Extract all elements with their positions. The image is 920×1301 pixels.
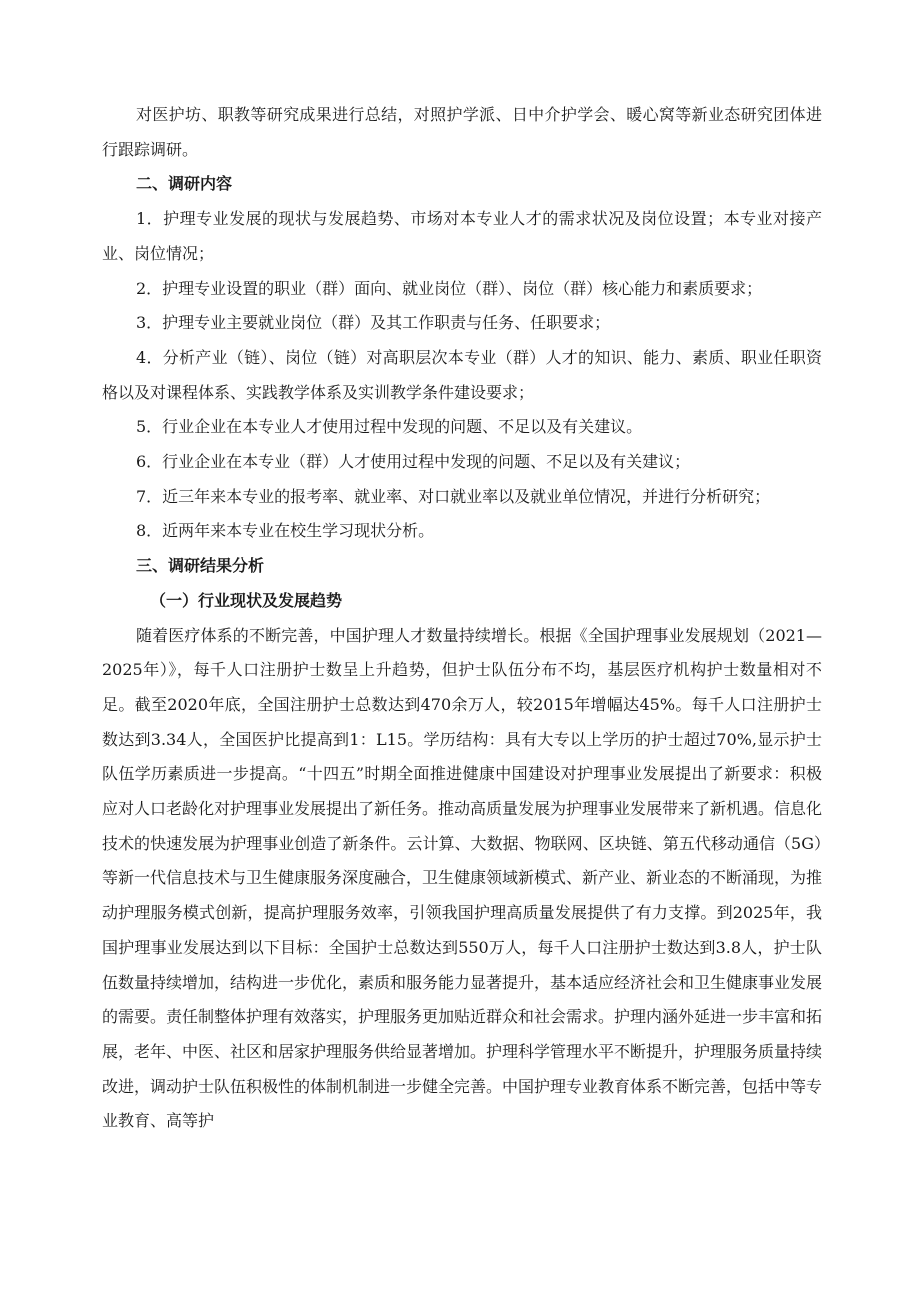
section-heading-research-content: 二、调研内容 xyxy=(136,174,233,194)
list-item-5: 5．行业企业在本专业人才使用过程中发现的问题、不足以及有关建议。 xyxy=(136,417,643,437)
list-item-6: 6．行业企业在本专业（群）人才使用过程中发现的问题、不足以及有关建议； xyxy=(136,452,691,472)
list-item-1: 1．护理专业发展的现状与发展趋势、市场对本专业人才的需求状况及岗位设置；本专业对接产业、岗位情况； xyxy=(102,209,822,263)
subsection-heading-industry-status: （一）行业现状及发展趋势 xyxy=(150,590,343,610)
list-item-7: 7．近三年来本专业的报考率、就业率、对口就业率以及就业单位情况，并进行分析研究； xyxy=(136,486,771,506)
list-item-8: 8．近两年来本专业在校生学习现状分析。 xyxy=(136,521,435,541)
intro-paragraph: 对医护坊、职教等研究成果进行总结，对照护学派、日中介护学会、暖心窝等新业态研究团体进行跟踪调研。 xyxy=(102,105,822,159)
section-heading-results-analysis: 三、调研结果分析 xyxy=(136,556,265,576)
body-paragraph: 随着医疗体系的不断完善，中国护理人才数量持续增长。根据《全国护理事业发展规划（2021—2025年）》，每千人口注册护士数呈上升趋势，但护士队伍分布不均，基层医疗机构护士数量相对不足。截至2020年底，全国注册护士总数达到470余万人，较2015年增幅达45%。每千人口注册护士数达到3.34人，全国医护比提高到1：L15。学历结构：具有大专以上学历的护士超过70%,显示护士队伍学历素质进一步提高。“十四五”时期全面推进健康中国建设对护理事业发展提出了新要求：积极应对人口老龄化对护理事业发展提出了新任务。推动高质量发展为护理事业发展带来了新机遇。信息化技术的快速发展为护理事业创造了新条件。云计算、大数据、物联网、区块链、第五代移动通信（5G）等新一代信息技术与卫生健康服务深度融合，卫生健康领域新模式、新产业、新业态的不断涌现，为推动护理服务模式创新，提高护理服务效率，引领我国护理高质量发展提供了有力支撑。到2025年，我国护理事业发展达到以下目标：全国护士总数达到550万人，每千人口注册护士数达到3.8人，护士队伍数量持续增加，结构进一步优化，素质和服务能力显著提升，基本适应经济社会和卫生健康事业发展的需要。责任制整体护理有效落实，护理服务更加贴近群众和社会需求。护理内涵外延进一步丰富和拓展，老年、中医、社区和居家护理服务供给显著增加。护理科学管理水平不断提升，护理服务质量持续改进，调动护士队伍积极性的体制机制进一步健全完善。中国护理专业教育体系不断完善，包括中等专业教育、高等护 xyxy=(102,625,823,1131)
list-item-2: 2．护理专业设置的职业（群）面向、就业岗位（群）、岗位（群）核心能力和素质要求； xyxy=(136,278,763,298)
list-item-3: 3．护理专业主要就业岗位（群）及其工作职责与任务、任职要求； xyxy=(136,313,611,333)
list-item-4: 4．分析产业（链）、岗位（链）对高职层次本专业（群）人才的知识、能力、素质、职业任职资格以及对课程体系、实践教学体系及实训教学条件建设要求； xyxy=(102,347,822,402)
document-content xyxy=(102,98,822,1139)
